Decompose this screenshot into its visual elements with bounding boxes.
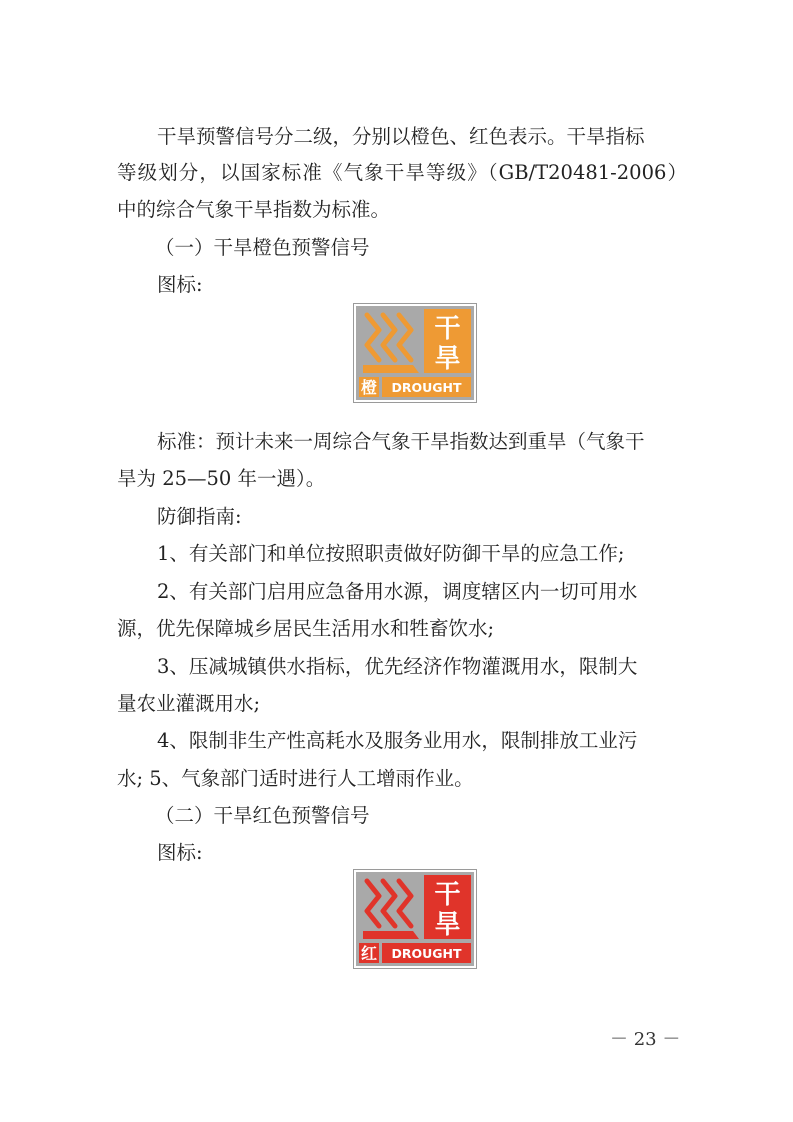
icon-title-char-1: 干 <box>434 880 461 910</box>
red-drought-icon <box>353 869 477 969</box>
red-icon-label: 图标: <box>157 841 203 864</box>
guide-item-1: 1、有关部门和单位按照职责做好防御干旱的应急工作; <box>157 542 625 565</box>
orange-icon-label: 图标: <box>157 273 203 296</box>
guide-item-4-line-1: 4、限制非生产性高耗水及服务业用水，限制排放工业污 <box>157 729 638 752</box>
guide-item-4-line-2: 水; 5、气象部门适时进行人工增雨作业。 <box>117 767 474 790</box>
ground-icon <box>363 931 419 939</box>
icon-level-char: 红 <box>360 944 378 963</box>
icon-english-label: DROUGHT <box>391 946 462 961</box>
red-drought-icon-graphic <box>353 869 477 969</box>
orange-drought-icon-graphic <box>353 303 477 403</box>
intro-line-3: 中的综合气象干旱指数为标准。 <box>117 198 391 221</box>
guide-item-3-line-1: 3、压减城镇供水指标，优先经济作物灌溉用水，限制大 <box>157 655 638 678</box>
red-signal-heading: （二）干旱红色预警信号 <box>155 804 370 827</box>
icon-title-char-1: 干 <box>434 314 461 344</box>
page-number: － 23 － <box>610 1029 681 1050</box>
intro-line-2: 等级划分，以国家标准《气象干旱等级》（GB/T20481-2006） <box>117 161 687 184</box>
intro-line-1: 干旱预警信号分二级，分别以橙色、红色表示。干旱指标 <box>157 125 645 148</box>
orange-signal-heading: （一）干旱橙色预警信号 <box>155 236 370 259</box>
heat-wave-icon <box>367 881 411 926</box>
orange-guide-label: 防御指南: <box>157 505 242 528</box>
guide-item-2-line-2: 源，优先保障城乡居民生活用水和牲畜饮水; <box>117 617 495 640</box>
icon-level-char: 橙 <box>360 378 378 397</box>
guide-item-3-line-2: 量农业灌溉用水; <box>117 692 261 715</box>
orange-standard-line-1: 标准：预计未来一周综合气象干旱指数达到重旱（气象干 <box>157 430 645 453</box>
icon-english-label: DROUGHT <box>391 380 462 395</box>
ground-icon <box>363 365 419 373</box>
heat-wave-icon <box>367 315 411 360</box>
orange-drought-icon <box>353 303 477 403</box>
icon-title-char-2: 旱 <box>434 910 461 940</box>
icon-title-char-2: 旱 <box>434 344 461 374</box>
orange-standard-line-2: 旱为 25—50 年一遇）。 <box>117 467 326 490</box>
guide-item-2-line-1: 2、有关部门启用应急备用水源，调度辖区内一切可用水 <box>157 580 638 603</box>
